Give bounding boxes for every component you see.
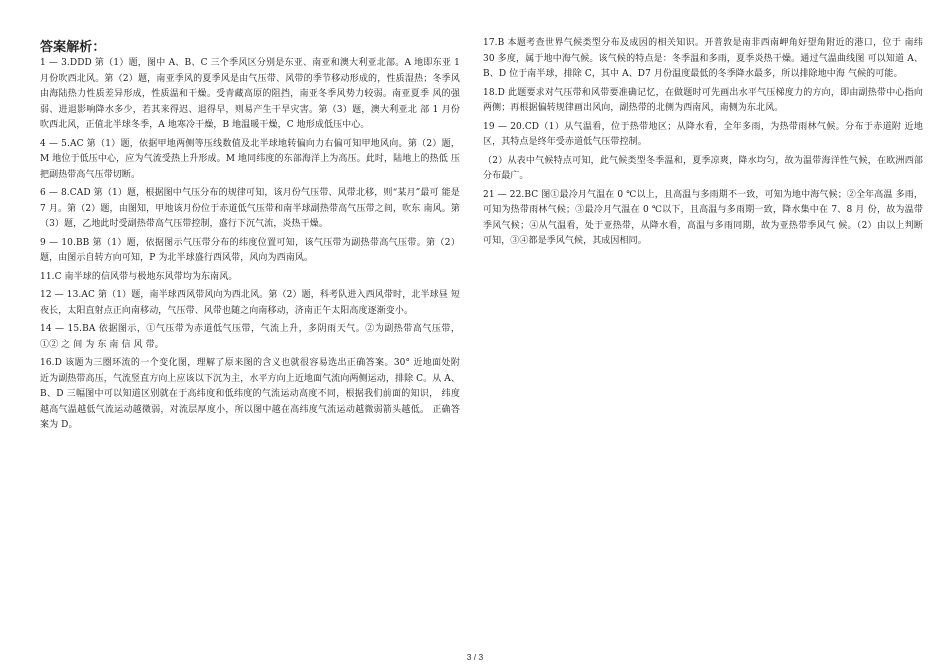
answer-paragraph: （2）从表中气候特点可知，此气候类型冬季温和，夏季凉爽，降水均匀，故为温带海洋性气候，在欧洲西部分布最广。: [483, 155, 923, 181]
answer-paragraph: 14 — 15.BA 依据图示，①气压带为赤道低气压带，气流上升，多阴雨天气。②为副热带高气压带，①② 之 间 为 东 南 信 风 带。: [40, 324, 460, 350]
right-column: [483, 36, 923, 253]
answer-paragraph: 18.D 此题要求对气压带和风带要准确记忆，在做题时可先画出水平气压梯度力的方向，即由副热带中心指向两侧；再根据偏转规律画出风向，副热带的北侧为西南风，南侧为东北风。: [483, 87, 923, 113]
left-column: [40, 40, 460, 437]
answer-paragraph: 4 — 5.AC 第（1）题，依据甲地两侧等压线数值及北半球地转偏向力右偏可知甲地风向。第（2）题， M 地位于低压中心，应为气流受热上升形成。M 地同纬度的东部海洋上为高压。此时，陆地上的热低 压把副热带高气压带切断。: [40, 138, 460, 180]
answer-paragraph: 1 — 3.DDD 第（1）题，图中 A、B、C 三个季风区分别是东亚、南亚和澳大利亚北部。A 地即东亚 1 月份吹西北风。第（2）题，南亚季风的夏季风是由气压带、风带的季节移动形成的，性质湿热；冬季风由海陆热力性质差异形成，性质温和干燥。受青藏高原的阻挡，南亚冬季风势力较弱。南亚夏季 风的强弱、进退影响降水多少，若其来得迟、退得早，则易产生干旱灾害。第（3）题，澳大利亚北 部 1 月份吹西北风，正值北半球冬季，A 地寒冷干燥，B 地温暖干燥，C 地形成低压中心。: [40, 58, 460, 130]
answer-paragraph: 19 — 20.CD（1）从气温看，位于热带地区；从降水看，全年多雨，为热带雨林气候。分布于赤道附 近地区，其特点是终年受赤道低气压带控制。: [483, 121, 923, 147]
answer-paragraph: 12 — 13.AC 第（1）题，南半球西风带风向为西北风。第（2）题，科考队进入西风带时，北半球昼 短夜长，太阳直射点正向南移动，气压带、风带也随之向南移动，济南正午太阳高度逐渐变小。: [40, 290, 460, 316]
page-number: 3 / 3: [466, 652, 484, 662]
answer-paragraph: 17.B 本题考查世界气候类型分布及成因的相关知识。开普敦是南非西南岬角好望角附近的港口，位于 南纬 30 多度，属于地中海气候。该气候的特点是：冬季温和多雨，夏季炎热干燥。通过气温曲线图 可以知道 A、B、D 位于南半球，排除 C，其中 A、D7 月份温度最低的冬季降水最多，所以排除地中海 气候的可能。: [483, 38, 923, 79]
answer-paragraph: 9 — 10.BB 第（1）题，依据图示气压带分布的纬度位置可知，该气压带为副热带高气压带。第（2） 题，由图示自转方向可知，P 为北半球盛行西风带，风向为西南风。: [40, 237, 460, 263]
answer-paragraph: 16.D 该题为三圈环流的一个变化图，理解了原来图的含义也就很容易选出正确答案。30° 近地面处附 近为副热带高压，气流竖直方向上应该以下沉为主，水平方向上近地面气流向两侧运动，排除 C。从 A、B、D 三幅图中可以知道区别就在于高纬度和低纬度的气流运动高度不同，根据我们前面的知识， 纬度越高气温越低气流运动越微弱，对流层厚度小，所以图中越在高纬度气流运动越微弱箭头越低。 正确答案为 D。: [40, 358, 460, 430]
answer-paragraph: 6 — 8.CAD 第（1）题，根据图中气压分布的规律可知，该月份气压带、风带北移，则“某月”最可 能是 7 月。第（2）题，由图知，甲地该月份位于赤道低气压带和南半球副热带高气压带之间，吹东 南风。第（3）题，乙地此时受副热带高气压带控制，盛行下沉气流，炎热干燥。: [40, 188, 460, 229]
answer-paragraph: 11.C 南半球的信风带与极地东风带均为东南风。: [40, 271, 238, 282]
answer-paragraph: 21 — 22.BC 图①最冷月气温在 0 ℃以上，且高温与多雨期不一致，可知为地中海气候；②全年高温 多雨，可知为热带雨林气候；③最冷月气温在 0 ℃以下，且高温与多雨期一致，降水集中在 7、8 月 份，故为温带季风气候；④从气温看，处于亚热带，从降水看，高温与多雨同期，故为亚热带季风气 候。（2）由以上判断可知，③④都是季风气候，其成因相同。: [483, 189, 923, 246]
section-title: 答案解析：: [40, 40, 106, 55]
